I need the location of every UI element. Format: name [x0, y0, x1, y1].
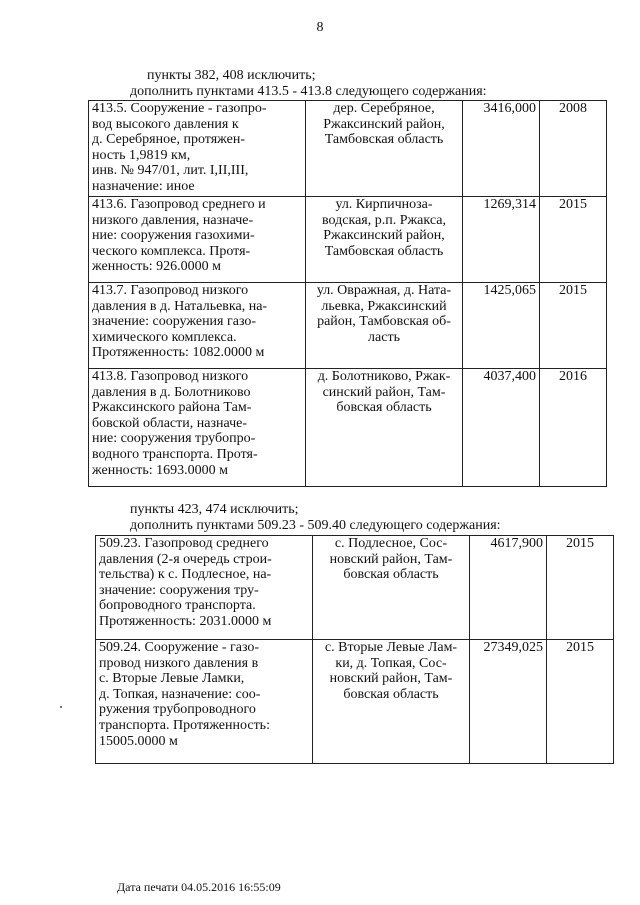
object-value-cell: 3416,000 [463, 101, 540, 197]
object-address-cell: с. Вторые Левые Лам- ки, д. Топкая, Сос- новский район, Там- бовская область [313, 640, 470, 764]
object-year-cell: 2015 [547, 640, 614, 764]
object-name-cell: 509.24. Сооружение - газо- провод низкого давления в с. Вторые Левые Ламки, д. Топкая, назначение: соо- ружения трубопроводного транспорта. Протяженность: 15005.0000 м [96, 640, 313, 764]
intro-line-2: дополнить пунктами 413.5 - 413.8 следующего содержания: [130, 84, 487, 99]
object-name-cell: 413.5. Сооружение - газопро- вод высокого давления к д. Серебряное, протяжен- ность 1,9819 км, инв. № 947/01, лит. I,II,III, назначение: иное [89, 101, 306, 197]
object-name-cell: 413.8. Газопровод низкого давления в д. Болотниково Ржаксинского района Там- бовской области, назначе- ние: сооружения трубопро- водного транспорта. Протя- женность: 1693.0000 м [89, 369, 306, 487]
object-name-cell: 413.7. Газопровод низкого давления в д. Натальевка, на- значение: сооружения газо- химического комплекса. Протяженность: 1082.0000 м [89, 283, 306, 369]
print-date-footer: Дата печати 04.05.2016 16:55:09 [117, 880, 281, 894]
object-year-cell: 2015 [547, 536, 614, 640]
table-row [89, 283, 607, 369]
middle-line-2: дополнить пунктами 509.23 - 509.40 следующего содержания: [130, 518, 501, 533]
table-row [89, 101, 607, 197]
scan-speck [60, 706, 62, 708]
table-row [96, 640, 614, 764]
object-value-cell: 27349,025 [470, 640, 547, 764]
object-value-cell: 1425,065 [463, 283, 540, 369]
object-address-cell: с. Подлесное, Сос- новский район, Там- бовская область [313, 536, 470, 640]
object-address-cell: д. Болотниково, Ржак- синский район, Там- бовская область [306, 369, 463, 487]
object-year-cell: 2008 [540, 101, 607, 197]
object-year-cell: 2016 [540, 369, 607, 487]
object-name-cell: 413.6. Газопровод среднего и низкого давления, назначе- ние: сооружения газохими- ческого комплекса. Протя- женность: 926.0000 м [89, 197, 306, 283]
object-value-cell: 4617,900 [470, 536, 547, 640]
object-address-cell: ул. Овражная, д. Ната- льевка, Ржаксинский район, Тамбовская об- ласть [306, 283, 463, 369]
object-address-cell: дер. Серебряное, Ржаксинский район, Тамбовская область [306, 101, 463, 197]
objects-table-2 [95, 535, 614, 764]
table-row [89, 197, 607, 283]
object-value-cell: 1269,314 [463, 197, 540, 283]
page-number: 8 [316, 20, 324, 35]
object-address-cell: ул. Кирпичноза- водская, р.п. Ржакса, Ржаксинский район, Тамбовская область [306, 197, 463, 283]
objects-table-1 [88, 100, 607, 487]
object-year-cell: 2015 [540, 197, 607, 283]
object-year-cell: 2015 [540, 283, 607, 369]
table-row [96, 536, 614, 640]
intro-line-1: пункты 382, 408 исключить; [147, 68, 316, 83]
table-row [89, 369, 607, 487]
object-name-cell: 509.23. Газопровод среднего давления (2-я очередь строи- тельства) к с. Подлесное, на- значение: сооружения тру- бопроводного транспорта. Протяженность: 2031.0000 м [96, 536, 313, 640]
object-value-cell: 4037,400 [463, 369, 540, 487]
middle-line-1: пункты 423, 474 исключить; [130, 502, 299, 517]
